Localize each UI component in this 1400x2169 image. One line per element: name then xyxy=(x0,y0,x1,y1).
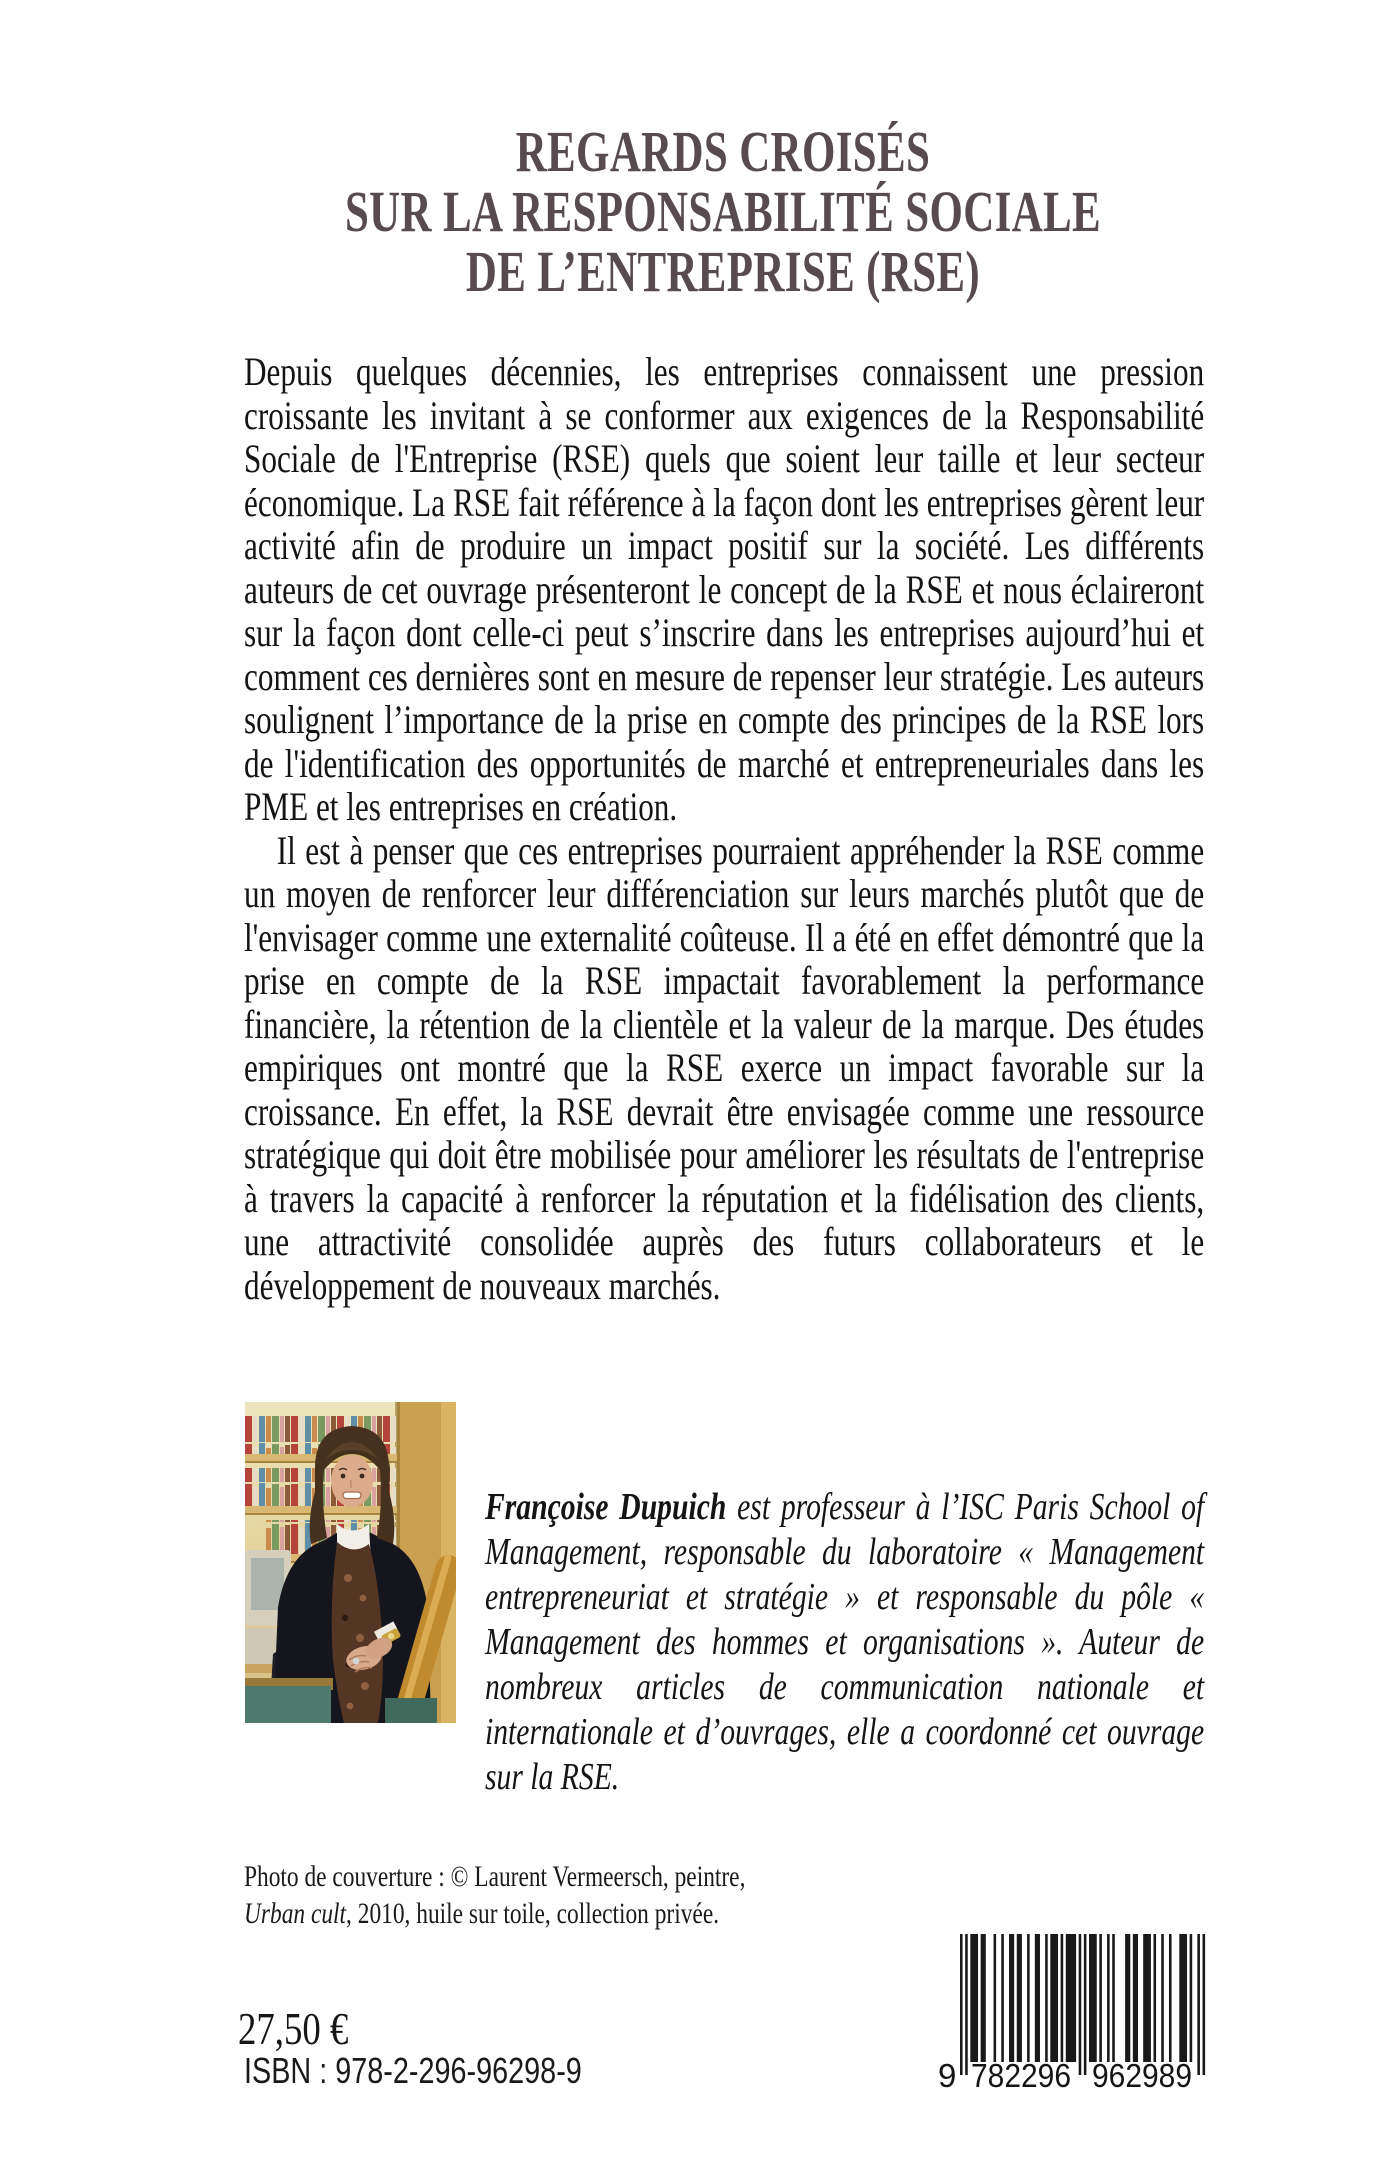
cover-credit xyxy=(244,1858,946,1932)
book-title xyxy=(243,119,1204,304)
book-title-line-1: REGARDS CROISÉS xyxy=(515,119,931,184)
author-photo-illustration xyxy=(245,1402,456,1723)
artwork-title: Urban cult xyxy=(244,1897,347,1930)
svg-text:782296: 782296 xyxy=(971,2057,1071,2092)
ean13-barcode xyxy=(932,1934,1208,2097)
synopsis-paragraph-1: Depuis quelques décennies, les entreprises connaissent une pression croissante les invitant à se conformer aux exigences de la Responsabilité Sociale de l'Entreprise (RSE) quels que soient leur taille et leur secteur économique. La RSE fait référence à la façon dont les entreprises gèrent leur activité afin de produire un impact positif sur la société. Les différents auteurs de cet ouvrage présenteront le concept de la RSE et nous éclaireront sur la façon dont celle-ci peut s’inscrire dans les entreprises aujourd’hui et comment ces dernières sont en mesure de repenser leur stratégie. Les auteurs soulignent l’importance de la prise en compte des principes de la RSE lors de l'identification des opportunités de marché et entrepreneuriales dans les PME et les entreprises en création. xyxy=(244,349,1205,829)
author-photo xyxy=(245,1402,456,1723)
author-bio xyxy=(485,1485,1204,1800)
cover-credit-line-2 xyxy=(244,1895,946,1932)
author-name: Françoise Dupuich xyxy=(485,1486,727,1528)
price: 27,50 € xyxy=(238,2003,349,2054)
synopsis xyxy=(244,350,1204,1307)
book-title-line-2: SUR LA RESPONSABILITÉ SOCIALE xyxy=(344,179,1102,244)
cover-credit-line-1: Photo de couverture : © Laurent Vermeersch, peintre, xyxy=(244,1860,746,1893)
svg-text:962989: 962989 xyxy=(1092,2057,1192,2092)
svg-text:9: 9 xyxy=(938,2057,957,2092)
author-bio-text: est professeur à l’ISC Paris School of Management, responsable du laboratoire « Management entrepreneuriat et stratégie » et responsable du pôle « Management des hommes et organisations ». Auteur de nombreux articles de communication nationale et internationale et d’ouvrages, elle a coordonné cet ouvrage sur la RSE. xyxy=(485,1486,1205,1798)
isbn: ISBN : 978-2-296-96298-9 xyxy=(244,2050,582,2091)
artwork-details: , 2010, huile sur toile, collection privée. xyxy=(346,1897,720,1930)
book-title-line-3: DE L’ENTREPRISE (RSE) xyxy=(465,239,981,304)
barcode-icon xyxy=(932,1934,1208,2092)
synopsis-paragraph-2: Il est à penser que ces entreprises pourraient appréhender la RSE comme un moyen de renforcer leur différenciation sur leurs marchés plutôt que de l'envisager comme une externalité coûteuse. Il a été en effet démontré que la prise en compte de la RSE impactait favorablement la performance financière, la rétention de la clientèle et la valeur de la marque. Des études empiriques ont montré que la RSE exerce un impact favorable sur la croissance. En effet, la RSE devrait être envisagée comme une ressource stratégique qui doit être mobilisée pour améliorer les résultats de l'entreprise à travers la capacité à renforcer la réputation et la fidélisation des clients, une attractivité consolidée auprès des futurs collaborateurs et le développement de nouveaux marchés. xyxy=(244,827,1205,1308)
